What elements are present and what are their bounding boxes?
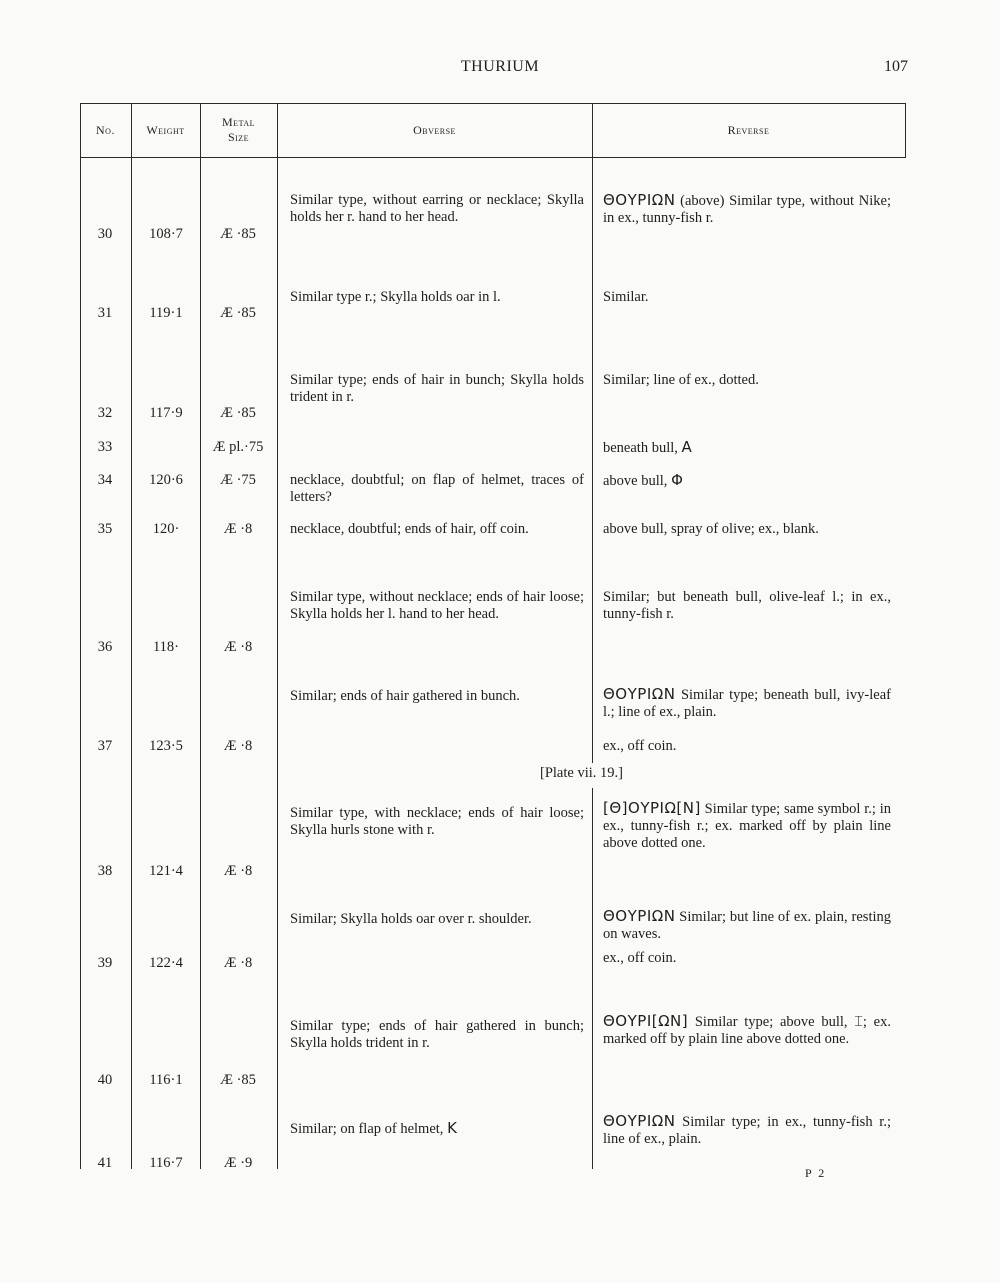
coin-metal-size: Æ pl.·75 (212, 439, 264, 455)
coin-metal-size: Æ ·9 (223, 1155, 253, 1171)
coin-weight: 120· (152, 521, 180, 537)
column-divider (80, 103, 81, 1169)
coin-metal-size: Æ ·85 (220, 1072, 256, 1088)
coin-weight: 116·1 (149, 1072, 183, 1088)
table-header-rule (80, 157, 906, 158)
coin-metal-size: Æ ·85 (220, 226, 256, 242)
reverse-text: (above) Similar type, without Nike; in ex., tunny-fish r. (603, 193, 891, 226)
monogram-symbol: Φ (671, 471, 684, 489)
header-obverse: Obverse (413, 123, 456, 137)
page-number: 107 (884, 58, 908, 75)
coin-number: 35 (97, 521, 113, 537)
coin-number: 32 (97, 405, 113, 421)
reverse-text: Similar type; in ex., tunny-fish r.; line of ex., plain. (603, 1114, 891, 1147)
reverse-description (603, 192, 891, 227)
coin-number: 34 (97, 472, 113, 488)
coin-number: 36 (97, 639, 113, 655)
column-divider (905, 103, 906, 158)
reverse-description (603, 439, 891, 457)
reverse-description: Similar; line of ex., dotted. (603, 372, 759, 388)
coin-metal-size: Æ ·8 (223, 521, 253, 537)
coin-number: 31 (97, 305, 113, 321)
coin-number: 37 (97, 738, 113, 754)
obverse-description: Similar; Skylla holds oar over r. shoulder. (290, 911, 532, 927)
plate-reference-text: [Plate vii. 19.] (540, 765, 623, 781)
obverse-text: Similar; on flap of helmet, (290, 1121, 448, 1137)
obverse-description: necklace, doubtful; ends of hair, off coin. (290, 521, 529, 537)
column-divider (592, 103, 593, 763)
column-divider (592, 788, 593, 1169)
reverse-description (603, 1113, 891, 1148)
header-reverse: Reverse (727, 123, 770, 137)
reverse-description (603, 908, 891, 943)
coin-weight: 119·1 (149, 305, 183, 321)
header-weight: Weight (146, 123, 185, 137)
coin-number: 40 (97, 1072, 113, 1088)
coin-metal-size: Æ ·8 (223, 863, 253, 879)
obverse-description: Similar type, without earring or necklace; Skylla holds her r. hand to her head. (290, 192, 584, 225)
header-no: No. (96, 123, 115, 137)
greek-legend: ΘΟΥΡΙ[ΩΝ] (603, 1012, 689, 1030)
table-top-rule (80, 103, 906, 104)
obverse-description: Similar; ends of hair gathered in bunch. (290, 688, 520, 704)
reverse-description (603, 686, 891, 721)
reverse-note: ex., off coin. (603, 738, 677, 754)
greek-legend: ΘΟΥΡΙΩΝ (603, 191, 676, 209)
obverse-description: Similar type, with necklace; ends of hair loose; Skylla hurls stone with r. (290, 805, 584, 838)
page-title: THURIUM (460, 58, 540, 75)
reverse-text: Similar type; same symbol r.; in ex., tunny-fish r.; ex. marked off by plain line above dotted one. (603, 801, 891, 851)
header-metal: Metal (222, 115, 255, 129)
reverse-description: above bull, spray of olive; ex., blank. (603, 521, 819, 537)
coin-metal-size: Æ ·75 (220, 472, 256, 488)
obverse-description: Similar type; ends of hair in bunch; Skylla holds trident in r. (290, 372, 584, 405)
monogram-symbol: Α (681, 438, 693, 456)
reverse-description: Similar; but beneath bull, olive-leaf l.; in ex., tunny-fish r. (603, 589, 891, 622)
coin-number: 39 (97, 955, 113, 971)
reverse-description (603, 1013, 891, 1048)
reverse-text: Similar type; beneath bull, ivy-leaf l.; line of ex., plain. (603, 687, 891, 720)
coin-weight: 108·7 (149, 226, 183, 242)
obverse-description: Similar type r.; Skylla holds oar in l. (290, 289, 501, 305)
header-size: Size (227, 130, 250, 144)
reverse-text: Similar type; above bull, ⌶; ex. marked off by plain line above dotted one. (603, 1014, 891, 1047)
plate-reference (540, 765, 623, 782)
reverse-text: beneath bull, (603, 440, 682, 456)
reverse-note: ex., off coin. (603, 950, 677, 966)
obverse-description (290, 1120, 584, 1138)
coin-metal-size: Æ ·8 (223, 738, 253, 754)
coin-metal-size: Æ ·8 (223, 955, 253, 971)
coin-number: 41 (97, 1155, 113, 1171)
reverse-description (603, 800, 891, 852)
coin-weight: 118· (152, 639, 180, 655)
coin-weight: 116·7 (149, 1155, 183, 1171)
reverse-text: above bull, (603, 473, 672, 489)
greek-legend: ΘΟΥΡΙΩΝ (603, 685, 676, 703)
coin-number: 30 (97, 226, 113, 242)
coin-weight: 123·5 (149, 738, 183, 754)
coin-weight: 121·4 (149, 863, 183, 879)
column-divider (200, 103, 201, 1169)
signature-mark: P 2 (805, 1166, 827, 1180)
coin-metal-size: Æ ·85 (220, 305, 256, 321)
coin-number: 38 (97, 863, 113, 879)
column-divider (277, 103, 278, 1169)
greek-legend: ΘΟΥΡΙΩΝ (603, 907, 676, 925)
coin-weight: 122·4 (149, 955, 183, 971)
coin-metal-size: Æ ·85 (220, 405, 256, 421)
column-divider (131, 103, 132, 1169)
obverse-description: necklace, doubtful; on flap of helmet, traces of letters? (290, 472, 584, 505)
greek-legend: ΘΟΥΡΙΩΝ (603, 1112, 676, 1130)
reverse-description: Similar. (603, 289, 649, 305)
coin-weight: 117·9 (149, 405, 183, 421)
monogram-symbol: Κ (447, 1119, 458, 1137)
greek-legend: [Θ]ΟΥΡΙΩ[Ν] (603, 799, 701, 817)
coin-number: 33 (97, 439, 113, 455)
coin-metal-size: Æ ·8 (223, 639, 253, 655)
reverse-description (603, 472, 891, 490)
obverse-description: Similar type; ends of hair gathered in bunch; Skylla holds trident in r. (290, 1018, 584, 1051)
coin-weight: 120·6 (149, 472, 183, 488)
reverse-text: Similar; but line of ex. plain, resting on waves. (603, 909, 891, 942)
obverse-description: Similar type, without necklace; ends of hair loose; Skylla holds her l. hand to her head. (290, 589, 584, 622)
